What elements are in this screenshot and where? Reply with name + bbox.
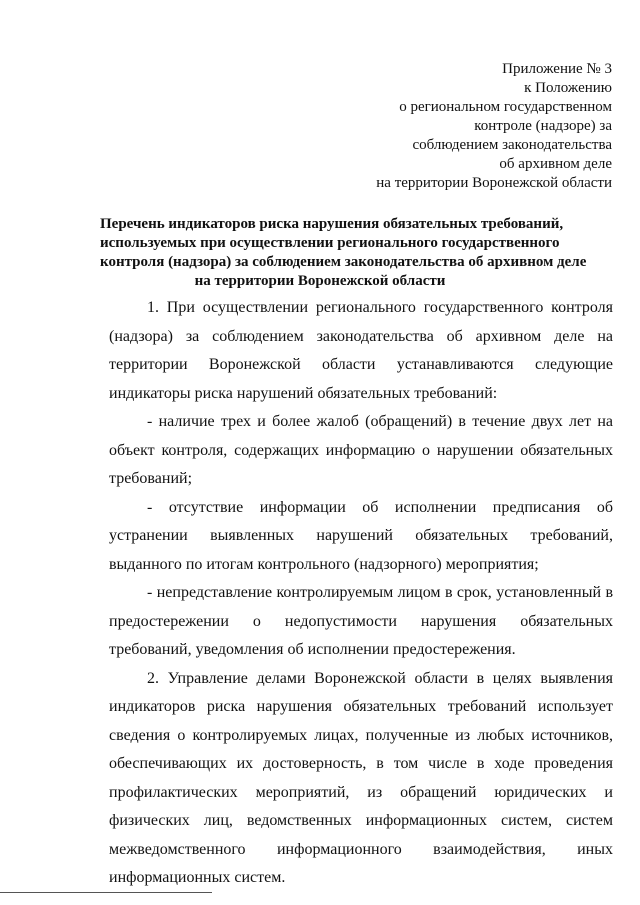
list-item-order-execution: - отсутствие информации об исполнении предписания об устранении выявленных нарушений обязательных требований, выданного по итогам контрольного (надзорного) мероприятия; [109, 498, 613, 573]
appendix-line: о региональном государственном [399, 99, 612, 115]
title-line: на территории Воронежской области [194, 273, 446, 289]
paragraph-2: 2. Управление делами Воронежской области в целях выявления индикаторов риска нарушения обязательных требований использует сведения о контролируемых лицах, полученные из любых источников, обеспечивающих их достоверность, в том числе в ходе проведения профилактических мероприятий, из обращений юридических и физических лиц, ведомственных информационных систем, систем межведомственного информационного взаимодействия, иных информационных систем. [109, 669, 613, 886]
list-item-warning-notice: - непредставление контролируемым лицом в срок, установленный в предостережении о недопустимости нарушения обязательных требований, уведомления об исполнении предостережения. [109, 584, 613, 658]
footer-divider [0, 892, 212, 893]
appendix-line: Приложение № 3 [502, 61, 612, 77]
appendix-header [312, 60, 612, 193]
appendix-line: соблюдением законодательства [412, 137, 612, 153]
paragraph-1: 1. При осуществлении регионального государственного контроля (надзора) за соблюдением законодательства об архивном деле на территории Воронежской области устанавливаются следующие индикаторы риска нарушений обязательных требований: [109, 299, 613, 402]
title-line: контроля (надзора) за соблюдением законодательства об архивном деле [100, 254, 587, 270]
appendix-line: об архивном деле [499, 156, 612, 172]
document-title [100, 215, 587, 291]
appendix-line: на территории Воронежской области [376, 175, 612, 191]
title-line: Перечень индикаторов риска нарушения обязательных требований, [100, 216, 564, 232]
appendix-line: к Положению [524, 80, 612, 96]
title-line: используемых при осуществлении регионального государственного [100, 235, 560, 251]
appendix-line: контроле (надзоре) за [474, 118, 612, 134]
list-item-complaints: - наличие трех и более жалоб (обращений) в течение двух лет на объект контроля, содержащих информацию о нарушении обязательных требований; [109, 413, 613, 487]
document-body [109, 294, 613, 893]
